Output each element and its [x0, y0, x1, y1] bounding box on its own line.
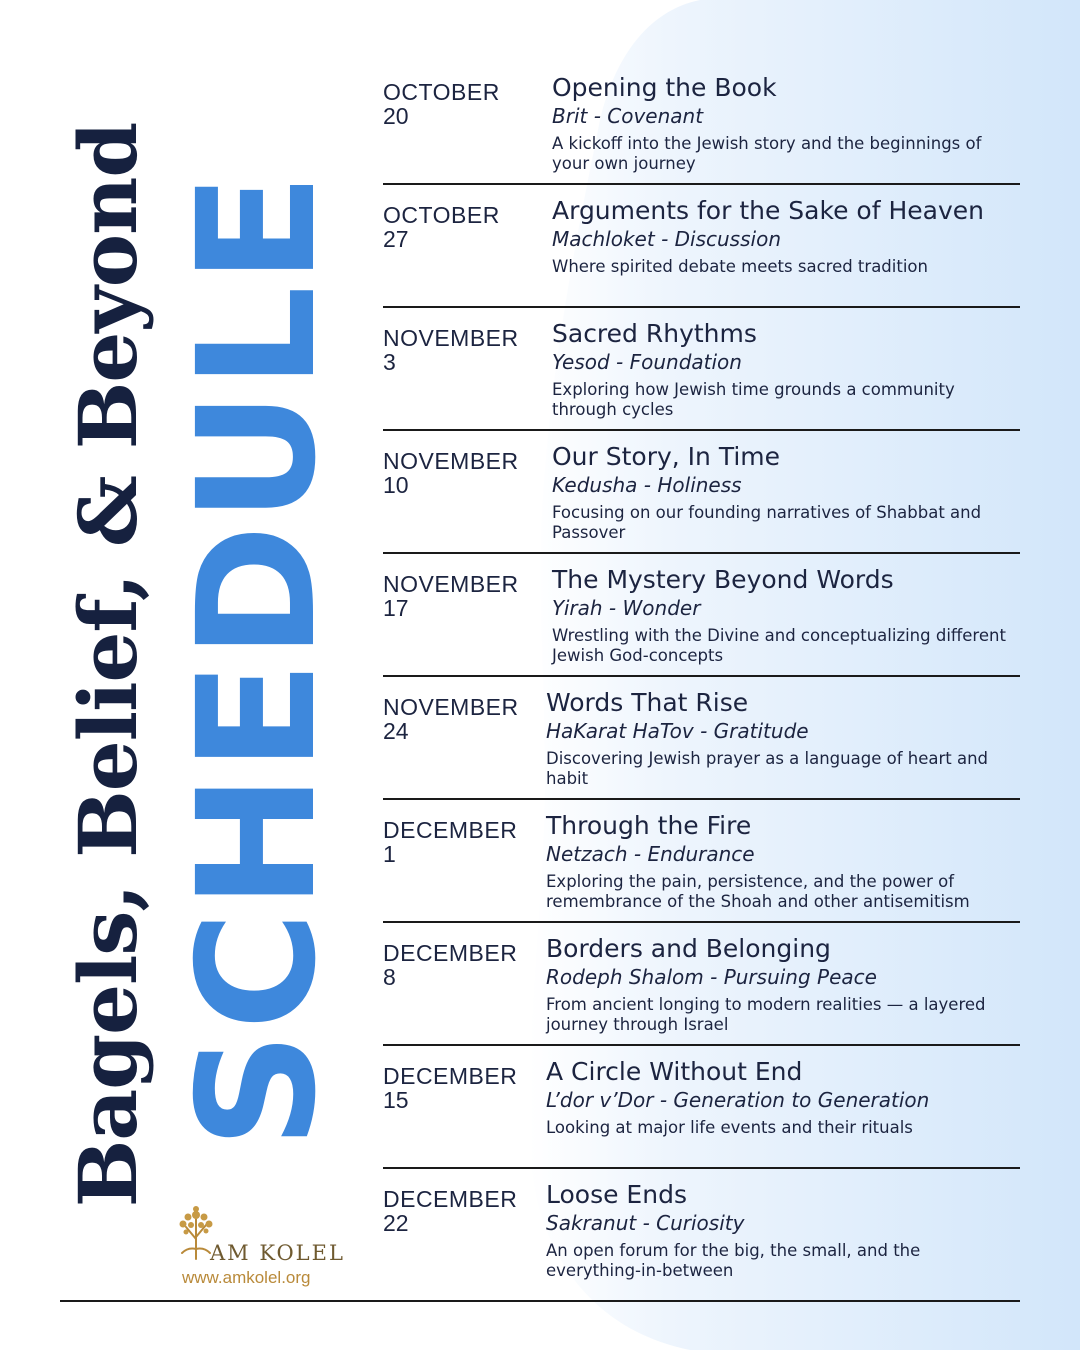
- session-description: A kickoff into the Jewish story and the beginnings of your own journey: [552, 134, 982, 173]
- session-description: An open forum for the big, the small, and the everything-in-between: [546, 1241, 921, 1280]
- session-month: DECEMBER: [383, 940, 518, 966]
- schedule-heading: SCHEDULE: [164, 171, 352, 1149]
- session-item: [383, 185, 1020, 308]
- session-title: Borders and Belonging: [546, 934, 831, 963]
- session-month: NOVEMBER: [383, 448, 519, 474]
- session-title: The Mystery Beyond Words: [552, 565, 894, 594]
- session-description: Looking at major life events and their rituals: [546, 1118, 913, 1137]
- session-day: 20: [383, 103, 409, 129]
- session-title: Words That Rise: [546, 688, 749, 717]
- session-title: Opening the Book: [552, 73, 777, 102]
- session-description: From ancient longing to modern realities — a layered journey through Israel: [546, 995, 986, 1034]
- session-item: [383, 923, 1020, 1046]
- session-description: Exploring how Jewish time grounds a community through cycles: [552, 380, 955, 419]
- session-month: NOVEMBER: [383, 325, 519, 351]
- session-day: 22: [383, 1210, 409, 1236]
- session-day: 8: [383, 964, 396, 990]
- session-theme: Sakranut - Curiosity: [546, 1211, 745, 1235]
- schedule-list: [383, 62, 1020, 1292]
- session-title: Our Story, In Time: [552, 442, 781, 471]
- website-link[interactable]: www.amkolel.org: [182, 1268, 311, 1287]
- organization-logo: [170, 1205, 370, 1290]
- session-title: A Circle Without End: [546, 1057, 803, 1086]
- session-day: 3: [383, 349, 396, 375]
- session-theme: Brit - Covenant: [552, 104, 704, 128]
- bottom-divider: [60, 1300, 1020, 1302]
- session-description: Where spirited debate meets sacred tradition: [552, 257, 928, 276]
- session-item: [383, 677, 1020, 800]
- session-item: [383, 1046, 1020, 1169]
- session-theme: HaKarat HaTov - Gratitude: [546, 719, 809, 743]
- session-day: 17: [383, 595, 409, 621]
- session-month: DECEMBER: [383, 1186, 518, 1212]
- session-day: 10: [383, 472, 409, 498]
- session-item: [383, 800, 1020, 923]
- organization-name: AM KOLEL: [210, 1241, 345, 1265]
- session-title: Through the Fire: [546, 811, 752, 840]
- session-theme: Netzach - Endurance: [546, 842, 755, 866]
- session-description: Focusing on our founding narratives of Shabbat and Passover: [552, 503, 982, 542]
- session-title: Loose Ends: [546, 1180, 687, 1209]
- session-month: NOVEMBER: [383, 571, 519, 597]
- session-item: [383, 308, 1020, 431]
- session-month: NOVEMBER: [383, 694, 519, 720]
- session-description: Exploring the pain, persistence, and the power of remembrance of the Shoah and other antisemitism: [546, 872, 970, 911]
- session-item: [383, 62, 1020, 185]
- session-day: 15: [383, 1087, 409, 1113]
- session-day: 27: [383, 226, 409, 252]
- session-theme: Rodeph Shalom - Pursuing Peace: [546, 965, 877, 989]
- session-theme: Machloket - Discussion: [552, 227, 781, 251]
- session-theme: Yirah - Wonder: [552, 596, 701, 620]
- session-item: [383, 554, 1020, 677]
- session-month: OCTOBER: [383, 79, 500, 105]
- session-month: DECEMBER: [383, 1063, 518, 1089]
- session-month: OCTOBER: [383, 202, 500, 228]
- session-day: 24: [383, 718, 409, 744]
- session-theme: L’dor v’Dor - Generation to Generation: [546, 1088, 930, 1112]
- event-series-title: Bagels, Belief, & Beyond: [61, 122, 155, 1208]
- session-item: [383, 431, 1020, 554]
- session-description: Wrestling with the Divine and conceptualizing different Jewish God-concepts: [552, 626, 1006, 665]
- session-month: DECEMBER: [383, 817, 518, 843]
- session-day: 1: [383, 841, 396, 867]
- session-item: [383, 1169, 1020, 1292]
- session-theme: Yesod - Foundation: [552, 350, 742, 374]
- session-title: Arguments for the Sake of Heaven: [552, 196, 984, 225]
- session-description: Discovering Jewish prayer as a language of heart and habit: [546, 749, 989, 788]
- session-theme: Kedusha - Holiness: [552, 473, 742, 497]
- session-title: Sacred Rhythms: [552, 319, 757, 348]
